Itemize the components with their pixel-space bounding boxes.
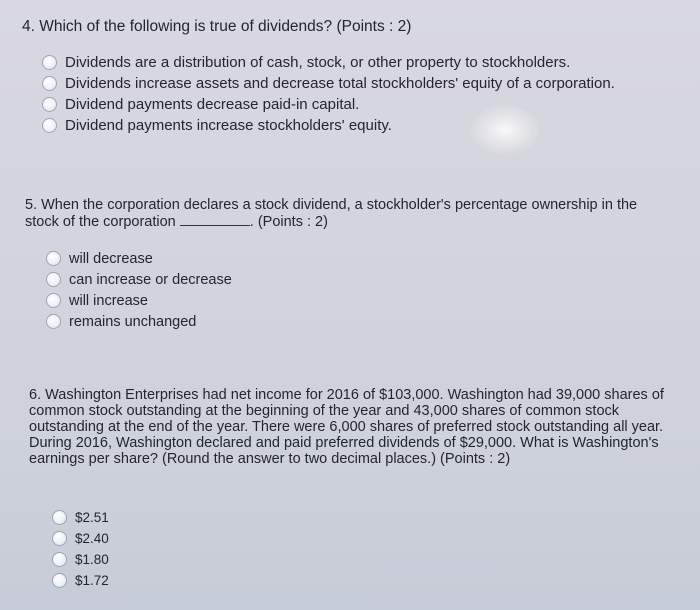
question-5-text-line1: 5. When the corporation declares a stock dividend, a stockholder's percentage ownership in the <box>25 197 638 213</box>
radio-button[interactable] <box>46 251 61 266</box>
question-6 <box>29 387 694 467</box>
option-label: Dividend payments increase stockholders' equity. <box>65 117 392 134</box>
question-4 <box>22 19 682 35</box>
radio-button[interactable] <box>52 531 67 546</box>
radio-button[interactable] <box>42 118 57 133</box>
radio-button[interactable] <box>46 293 61 308</box>
question-4-options <box>42 52 615 136</box>
option-label: will decrease <box>69 250 153 267</box>
question-5-option-c[interactable] <box>46 290 232 311</box>
option-label: Dividend payments decrease paid-in capital. <box>65 96 360 113</box>
question-5-option-a[interactable] <box>46 248 232 269</box>
question-5-points: . (Points : 2) <box>249 214 328 230</box>
option-label: will increase <box>69 292 148 309</box>
option-label: $1.72 <box>75 573 109 588</box>
radio-button[interactable] <box>46 314 61 329</box>
option-label: $2.51 <box>75 510 109 525</box>
radio-button[interactable] <box>52 552 67 567</box>
question-5-text <box>25 197 690 230</box>
option-label: remains unchanged <box>69 313 197 330</box>
question-6-option-d[interactable] <box>52 570 109 591</box>
option-label: Dividends increase assets and decrease total stockholders' equity of a corporation. <box>65 75 615 92</box>
option-label: can increase or decrease <box>69 271 232 288</box>
radio-button[interactable] <box>52 573 67 588</box>
question-5 <box>25 197 690 230</box>
radio-button[interactable] <box>42 97 57 112</box>
question-5-text-line2: stock of the corporation <box>25 214 176 230</box>
option-label: Dividends are a distribution of cash, stock, or other property to stockholders. <box>65 54 571 71</box>
question-6-option-b[interactable] <box>52 528 109 549</box>
question-6-text: 6. Washington Enterprises had net income for 2016 of $103,000. Washington had 39,000 shares of common stock outstanding at the beginning of the year and 43,000 shares of common stock outstanding at the end of the year. There were 6,000 shares of preferred stock outstanding all year. During 2016, Washington declared and paid preferred dividends of $29,000. What is Washington's earnings per share? (Round the answer to two decimal places.) (Points : 2) <box>29 387 664 467</box>
radio-button[interactable] <box>52 510 67 525</box>
question-6-option-a[interactable] <box>52 507 109 528</box>
radio-button[interactable] <box>46 272 61 287</box>
question-4-option-d[interactable] <box>42 115 615 136</box>
question-5-options <box>46 248 232 332</box>
option-label: $2.40 <box>75 531 109 546</box>
question-4-option-b[interactable] <box>42 73 615 94</box>
question-5-option-b[interactable] <box>46 269 232 290</box>
question-4-text: 4. Which of the following is true of dividends? (Points : 2) <box>22 18 412 35</box>
question-4-option-a[interactable] <box>42 52 615 73</box>
question-5-option-d[interactable] <box>46 311 232 332</box>
question-6-option-c[interactable] <box>52 549 109 570</box>
radio-button[interactable] <box>42 76 57 91</box>
option-label: $1.80 <box>75 552 109 567</box>
question-4-option-c[interactable] <box>42 94 615 115</box>
radio-button[interactable] <box>42 55 57 70</box>
question-6-options <box>52 507 109 591</box>
answer-blank <box>180 213 250 226</box>
